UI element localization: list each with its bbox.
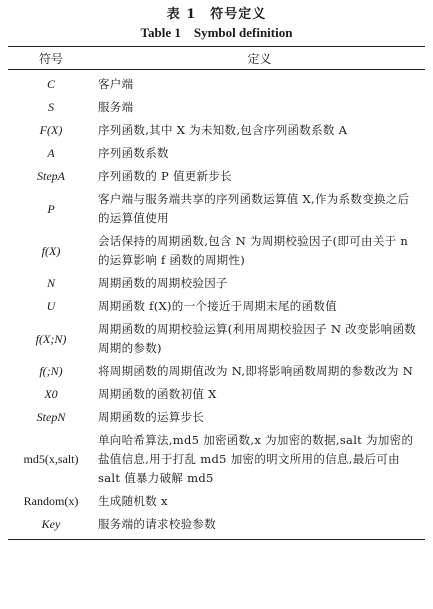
definition-cell: 周期函数的函数初值 X — [98, 387, 217, 401]
definition-cell: 周期函数的周期校验运算(利用周期校验因子 N 改变影响函数周期的参数) — [98, 322, 417, 355]
table-row — [8, 272, 425, 295]
table-row — [8, 295, 425, 318]
symbol-column-header: 符号 — [8, 47, 94, 70]
definition-cell: 序列函数,其中 X 为未知数,包含序列函数系数 A — [98, 123, 348, 137]
table-row — [8, 490, 425, 513]
document-page — [0, 6, 433, 609]
symbol-cell: StepN — [36, 410, 66, 424]
definition-cell: 周期函数的周期校验因子 — [98, 276, 228, 290]
symbol-cell: Key — [41, 517, 61, 531]
definition-cell: 将周期函数的周期值改为 N,即将影响函数周期的参数改为 N — [98, 364, 414, 378]
symbol-definition-table — [8, 46, 425, 540]
table-header-row — [8, 47, 425, 70]
symbol-cell: md5(x,salt) — [23, 452, 79, 466]
definition-cell: 客户端与服务端共享的序列函数运算值 X,作为系数变换之后的运算值使用 — [98, 192, 410, 225]
table-row — [8, 429, 425, 490]
symbol-cell: C — [46, 77, 55, 91]
definition-cell: 序列函数的 P 值更新步长 — [98, 169, 232, 183]
symbol-cell: N — [46, 276, 55, 290]
table-row — [8, 318, 425, 360]
symbol-cell: S — [48, 100, 54, 114]
table-row — [8, 188, 425, 230]
symbol-cell: f(;N) — [39, 364, 63, 378]
symbol-cell: P — [47, 201, 55, 216]
definition-cell: 客户端 — [98, 77, 134, 91]
symbol-cell: Random(x) — [23, 494, 79, 508]
symbol-cell: X0 — [44, 387, 58, 401]
table-row — [8, 383, 425, 406]
symbol-cell: F(X) — [39, 123, 63, 137]
definition-cell: 周期函数 f(X)的一个接近于周期末尾的函数值 — [98, 299, 337, 313]
symbol-cell: f(X;N) — [35, 331, 67, 346]
table-row — [8, 142, 425, 165]
definition-cell: 会话保持的周期函数,包含 N 为周期校验因子(即可由关于 n 的运算影响 f 函数的周期性) — [98, 234, 409, 267]
definition-column-header: 定义 — [94, 47, 425, 70]
definition-cell: 序列函数系数 — [98, 146, 169, 160]
table-row — [8, 513, 425, 540]
definition-cell: 服务端的请求校验参数 — [98, 517, 216, 531]
definition-cell: 生成随机数 x — [98, 494, 168, 508]
table-row — [8, 360, 425, 383]
symbol-cell: StepA — [37, 169, 65, 183]
definition-cell: 单向哈希算法,md5 加密函数,x 为加密的数据,salt 为加密的盐值信息,用于打乱 md5 加密的明文所用的信息,最后可由 salt 值暴力破解 md5 — [98, 433, 414, 485]
symbol-cell: U — [46, 299, 56, 313]
table-row — [8, 165, 425, 188]
symbol-cell: A — [47, 146, 55, 160]
table-row — [8, 96, 425, 119]
table-row — [8, 406, 425, 429]
table-caption-en: Table 1 Symbol definition — [140, 25, 293, 40]
definition-cell: 服务端 — [98, 100, 134, 114]
table-row — [8, 119, 425, 142]
table-row — [8, 70, 425, 97]
symbol-cell: f(X) — [41, 243, 61, 258]
definition-cell: 周期函数的运算步长 — [98, 410, 205, 424]
table-caption-cn: 表 1 符号定义 — [166, 7, 267, 22]
table-row — [8, 230, 425, 272]
